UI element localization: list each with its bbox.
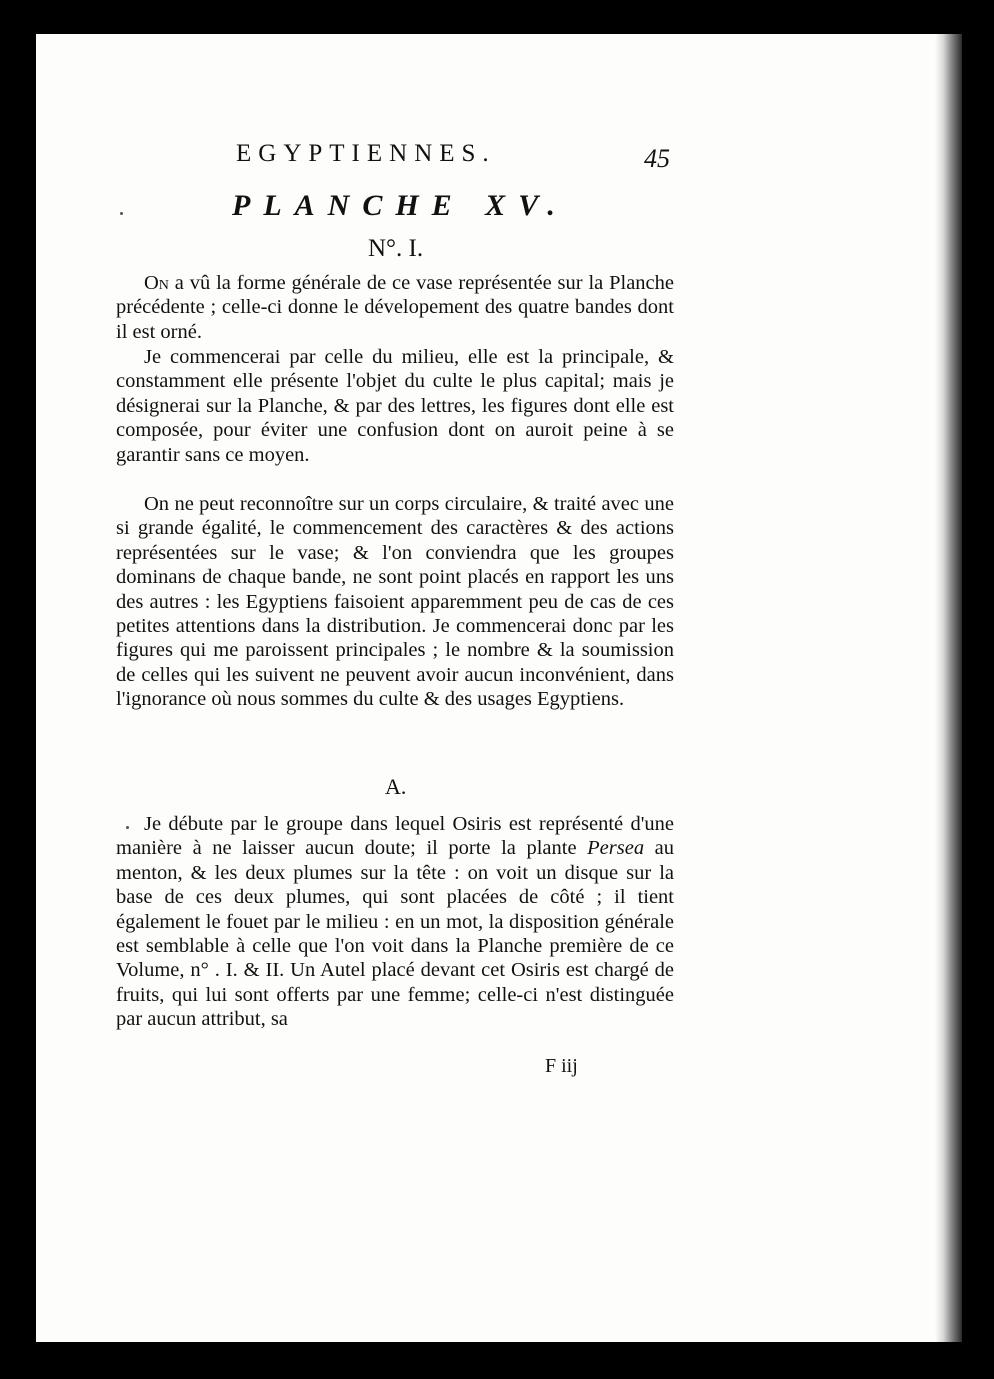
- plate-number: N°. I.: [368, 235, 424, 262]
- paragraph-2: [116, 345, 674, 467]
- paragraph-4-italic: Persea: [587, 837, 645, 860]
- paragraph-3: [116, 492, 674, 712]
- paragraph-4-text-before: Je débute par le groupe dans lequel Osiris est représenté d'une manière à ne laisser aucun doute; il porte la plante: [116, 813, 674, 860]
- page-header: [236, 140, 676, 180]
- paragraph-1-text: a vû la forme générale de ce vase représentée sur la Planche précédente ; celle-ci donne le dévelopement des quatre bandes dont il est orné.: [116, 272, 674, 343]
- running-title: EGYPTIENNES.: [236, 140, 496, 167]
- signature-mark: F iij: [545, 1055, 578, 1077]
- paragraph-1-initial: On: [144, 272, 169, 294]
- speck-mark: [126, 826, 129, 829]
- page-edge-shadow: [935, 34, 962, 1342]
- plate-title: PLANCHE XV.: [232, 189, 568, 222]
- page-number: 45: [644, 144, 670, 173]
- paragraph-3-text: On ne peut reconnoître sur un corps circulaire, & traité avec une si grande égalité, le commencement des caractères & des actions représentées sur le vase; & l'on conviendra que les groupes dominans de chaque bande, ne sont point placés en rapport les uns des autres : les Egyptiens faisoient apparemment peu de cas de ces petites attentions dans la distribution. Je commencerai donc par les figures qui me paroissent principales ; le nombre & la soumission de celles qui les suivent ne peuvent avoir aucun inconvénient, dans l'ignorance où nous sommes du culte & des usages Egyptiens.: [116, 493, 674, 711]
- paragraph-1: [116, 271, 674, 344]
- section-letter: A.: [385, 774, 407, 799]
- paragraph-2-text: Je commencerai par celle du milieu, elle est la principale, & constamment elle présente l'objet du culte le plus capital; mais je désignerai sur la Planche, & par des lettres, les figures dont elle est composée, pour éviter une confusion dont on auroit peine à se garantir sans ce moyen.: [116, 346, 674, 466]
- paragraph-4: [116, 812, 674, 1032]
- speck-mark: [120, 212, 123, 215]
- paragraph-4-text-after: au menton, & les deux plumes sur la tête : on voit un disque sur la base de ces deux plumes, qui sont placées de côté ; il tient également le fouet par le milieu : en un mot, la disposition générale est semblable à celle que l'on voit dans la Planche première de ce Volume, n° . I. & II. Un Autel placé devant cet Osiris est chargé de fruits, qui lui sont offerts par une femme; celle-ci n'est distinguée par aucun attribut, sa: [116, 837, 674, 1031]
